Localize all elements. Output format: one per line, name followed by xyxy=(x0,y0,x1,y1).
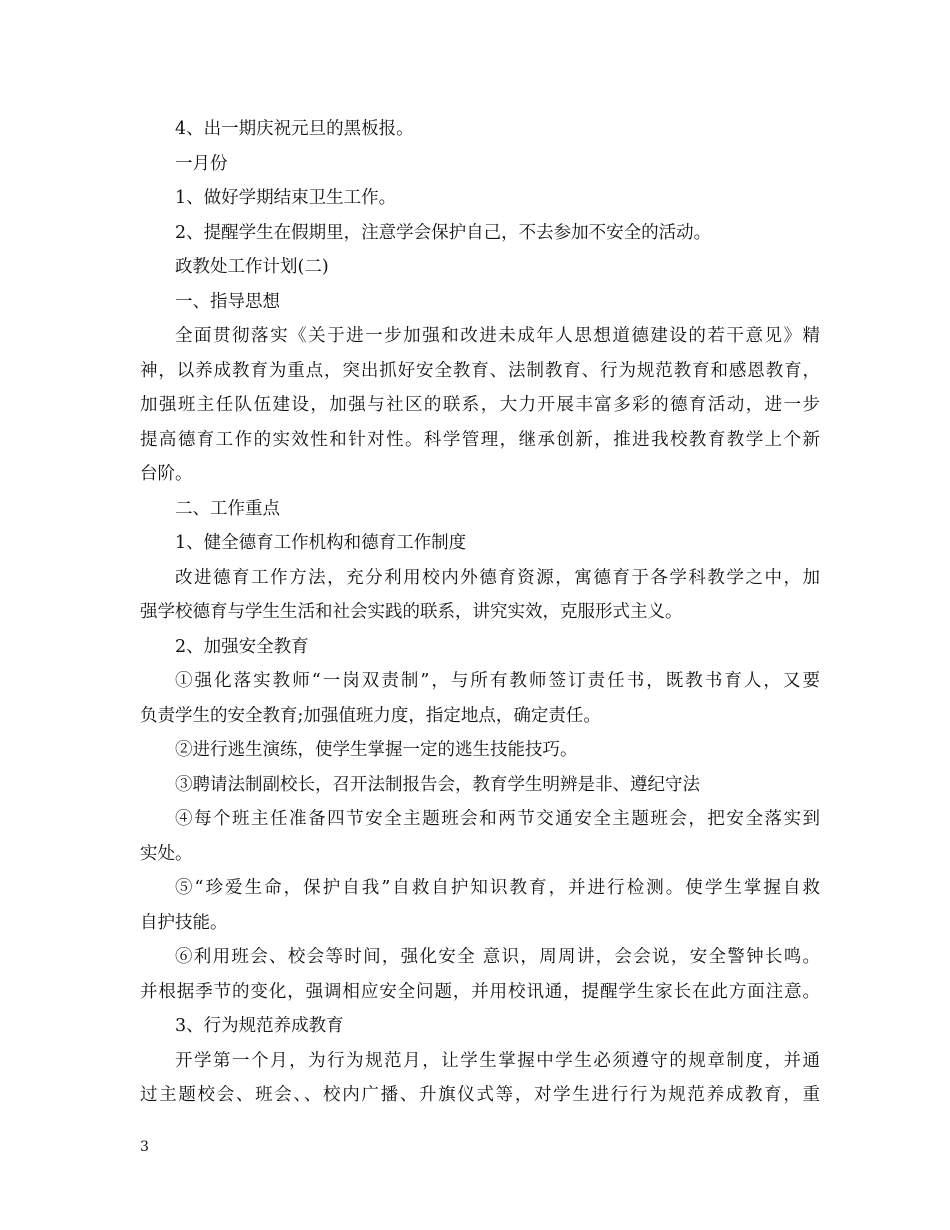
text-line: 加强班主任队伍建设，加强与社区的联系，大力开展丰富多彩的德育活动，进一步 xyxy=(140,395,820,415)
text-line: 二、工作重点 xyxy=(175,498,280,519)
text-line: 2、提醒学生在假期里，注意学会保护自己，不去参加不安全的活动。 xyxy=(175,222,712,243)
text-line: ⑤“珍爱生命，保护自我”自救自护知识教育，并进行检测。使学生掌握自救 xyxy=(175,878,820,898)
text-line: 神，以养成教育为重点，突出抓好安全教育、法制教育、行为规范教育和感恩教育， xyxy=(140,360,820,381)
text-line: ②进行逃生演练，使学生掌握一定的逃生技能技巧。 xyxy=(175,740,578,760)
text-line: 1、做好学期结束卫生工作。 xyxy=(175,188,397,208)
text-line: 并根据季节的变化，强调相应安全问题，并用校讯通，提醒学生家长在此方面注意。 xyxy=(140,981,820,1002)
text-line: 自护技能。 xyxy=(140,912,228,933)
text-line: 政教处工作计划(二) xyxy=(175,257,329,277)
text-line: 全面贯彻落实《关于进一步加强和改进未成年人思想道德建设的若干意见》精 xyxy=(175,326,820,346)
text-line: ①强化落实教师“一岗双责制”，与所有教师签订责任书，既教书育人，又要 xyxy=(175,671,820,691)
text-line: 负责学生的安全教育;加强值班力度，指定地点，确定责任。 xyxy=(140,705,601,726)
page-number: 3 xyxy=(140,1139,149,1155)
text-line: 1、健全德育工作机构和德育工作制度 xyxy=(175,533,467,553)
text-line: ④每个班主任准备四节安全主题班会和两节交通安全主题班会，把安全落实到 xyxy=(175,809,820,829)
text-line: 提高德育工作的实效性和针对性。科学管理，继承创新，推进我校教育教学上个新 xyxy=(140,429,820,450)
text-line: ⑥利用班会、校会等时间，强化安全 意识，周周讲，会会说，安全警钟长鸣。 xyxy=(175,947,820,967)
text-line: 一、指导思想 xyxy=(175,291,280,312)
text-line: 过主题校会、班会、、校内广播、升旗仪式等，对学生进行行为规范养成教育，重 xyxy=(140,1085,820,1105)
text-line: 开学第一个月，为行为规范月，让学生掌握中学生必须遵守的规章制度，并通 xyxy=(175,1050,820,1071)
document-body xyxy=(140,112,820,1113)
text-line: 一月份 xyxy=(175,153,228,174)
text-line: 改进德育工作方法，充分利用校内外德育资源，寓德育于各学科教学之中，加 xyxy=(175,567,820,588)
text-line: 3、行为规范养成教育 xyxy=(175,1016,344,1036)
text-line: 2、加强安全教育 xyxy=(175,636,309,657)
text-line: 台阶。 xyxy=(140,464,193,484)
text-line: ③聘请法制副校长，召开法制报告会，教育学生明辨是非、遵纪守法 xyxy=(175,774,700,795)
text-line: 强学校德育与学生生活和社会实践的联系，讲究实效，克服形式主义。 xyxy=(140,602,683,622)
text-line: 实处。 xyxy=(140,843,193,864)
text-line: 4、出一期庆祝元旦的黑板报。 xyxy=(175,119,414,139)
